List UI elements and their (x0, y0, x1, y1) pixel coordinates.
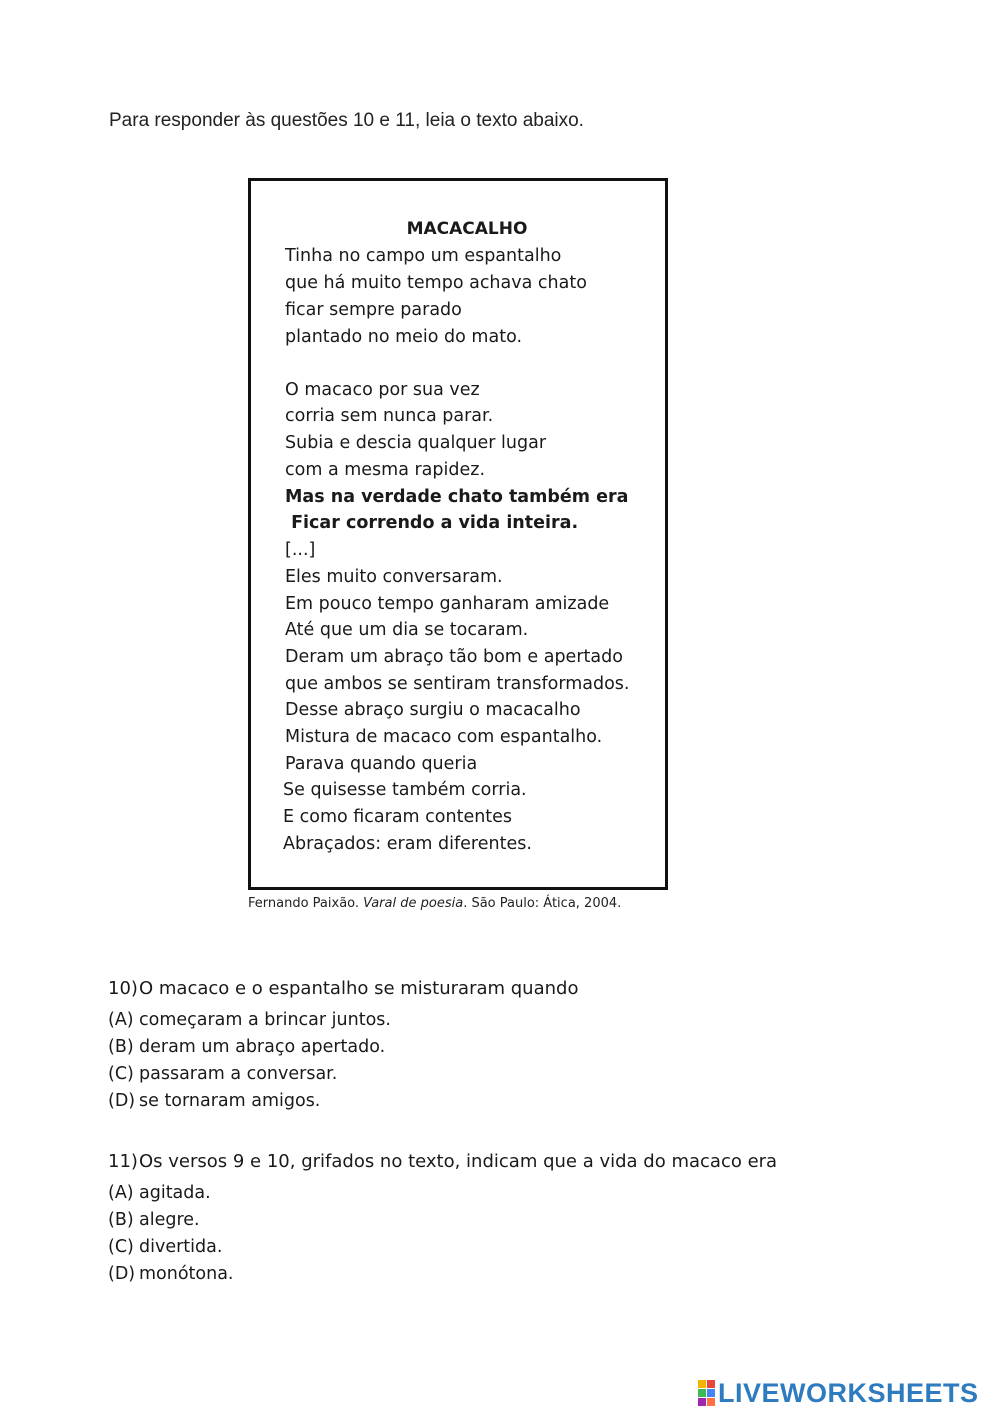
question-11 (108, 1151, 777, 1173)
poem-line: Eles muito conversaram. (285, 567, 503, 587)
option-text: passaram a conversar. (139, 1064, 338, 1084)
poem-source (248, 896, 621, 911)
answer-option[interactable] (108, 1209, 200, 1231)
option-text: começaram a brincar juntos. (139, 1010, 391, 1030)
answer-option[interactable] (108, 1036, 385, 1058)
question-text: O macaco e o espantalho se misturaram quando (139, 978, 579, 999)
poem-line: ficar sempre parado (285, 300, 462, 320)
poem-line: Parava quando queria (285, 754, 478, 774)
answer-option[interactable] (108, 1182, 211, 1204)
option-text: alegre. (139, 1210, 200, 1230)
answer-option[interactable] (108, 1063, 337, 1085)
option-letter: (C) (108, 1237, 134, 1257)
option-text: agitada. (139, 1183, 211, 1203)
option-letter: (D) (108, 1091, 136, 1111)
source-rest: . São Paulo: Ática, 2004. (463, 896, 622, 911)
brand-icon-square (707, 1389, 715, 1397)
poem-line: que ambos se sentiram transformados. (285, 674, 630, 694)
poem-line: Desse abraço surgiu o macacalho (285, 700, 581, 720)
brand-icon-square (698, 1389, 706, 1397)
answer-option[interactable] (108, 1009, 391, 1031)
poem-line-highlighted: Ficar correndo a vida inteira. (285, 513, 579, 533)
poem-line: que há muito tempo achava chato (285, 273, 587, 293)
option-text: se tornaram amigos. (139, 1091, 321, 1111)
option-text: monótona. (139, 1264, 234, 1284)
option-letter: (C) (108, 1064, 134, 1084)
poem-line: Tinha no campo um espantalho (285, 246, 562, 266)
poem-line: plantado no meio do mato. (285, 327, 523, 347)
option-text: divertida. (139, 1237, 223, 1257)
poem-line: corria sem nunca parar. (285, 406, 494, 426)
brand-icon-square (698, 1380, 706, 1388)
option-letter: (B) (108, 1210, 134, 1230)
poem-line: Se quisesse também corria. (283, 780, 527, 800)
brand-icon-square (707, 1398, 715, 1406)
poem-line: O macaco por sua vez (285, 380, 480, 400)
poem-line: Abraçados: eram diferentes. (283, 834, 532, 854)
option-letter: (A) (108, 1010, 134, 1030)
brand-icon (698, 1380, 715, 1406)
answer-option[interactable] (108, 1236, 222, 1258)
poem-line: com a mesma rapidez. (285, 460, 486, 480)
poem-line: Até que um dia se tocaram. (285, 620, 529, 640)
question-number: 10) (108, 978, 138, 999)
source-book: Varal de poesia (363, 896, 464, 911)
poem-title: MACACALHO (406, 219, 528, 239)
option-letter: (D) (108, 1264, 136, 1284)
poem-line: Deram um abraço tão bom e apertado (285, 647, 623, 667)
option-letter: (B) (108, 1037, 134, 1057)
answer-option[interactable] (108, 1090, 320, 1112)
instruction-text: Para responder às questões 10 e 11, leia o texto abaixo. (109, 110, 584, 131)
question-10 (108, 978, 578, 1000)
poem-line: E como ficaram contentes (283, 807, 513, 827)
option-text: deram um abraço apertado. (139, 1037, 386, 1057)
source-author: Fernando Paixão. (248, 896, 364, 911)
brand-name: LIVEWORKSHEETS (718, 1377, 979, 1408)
poem-line: Subia e descia qualquer lugar (285, 433, 547, 453)
question-number: 11) (108, 1151, 138, 1172)
poem-line: Em pouco tempo ganharam amizade (285, 594, 610, 614)
poem-line-highlighted: Mas na verdade chato também era (285, 487, 629, 507)
poem-box (248, 178, 668, 890)
answer-option[interactable] (108, 1263, 234, 1285)
question-text: Os versos 9 e 10, grifados no texto, indicam que a vida do macaco era (139, 1151, 778, 1172)
option-letter: (A) (108, 1183, 134, 1203)
brand-icon-square (707, 1380, 715, 1388)
poem-line: Mistura de macaco com espantalho. (285, 727, 603, 747)
liveworksheets-logo (698, 1377, 979, 1409)
poem-line: [...] (285, 540, 316, 560)
brand-icon-square (698, 1398, 706, 1406)
